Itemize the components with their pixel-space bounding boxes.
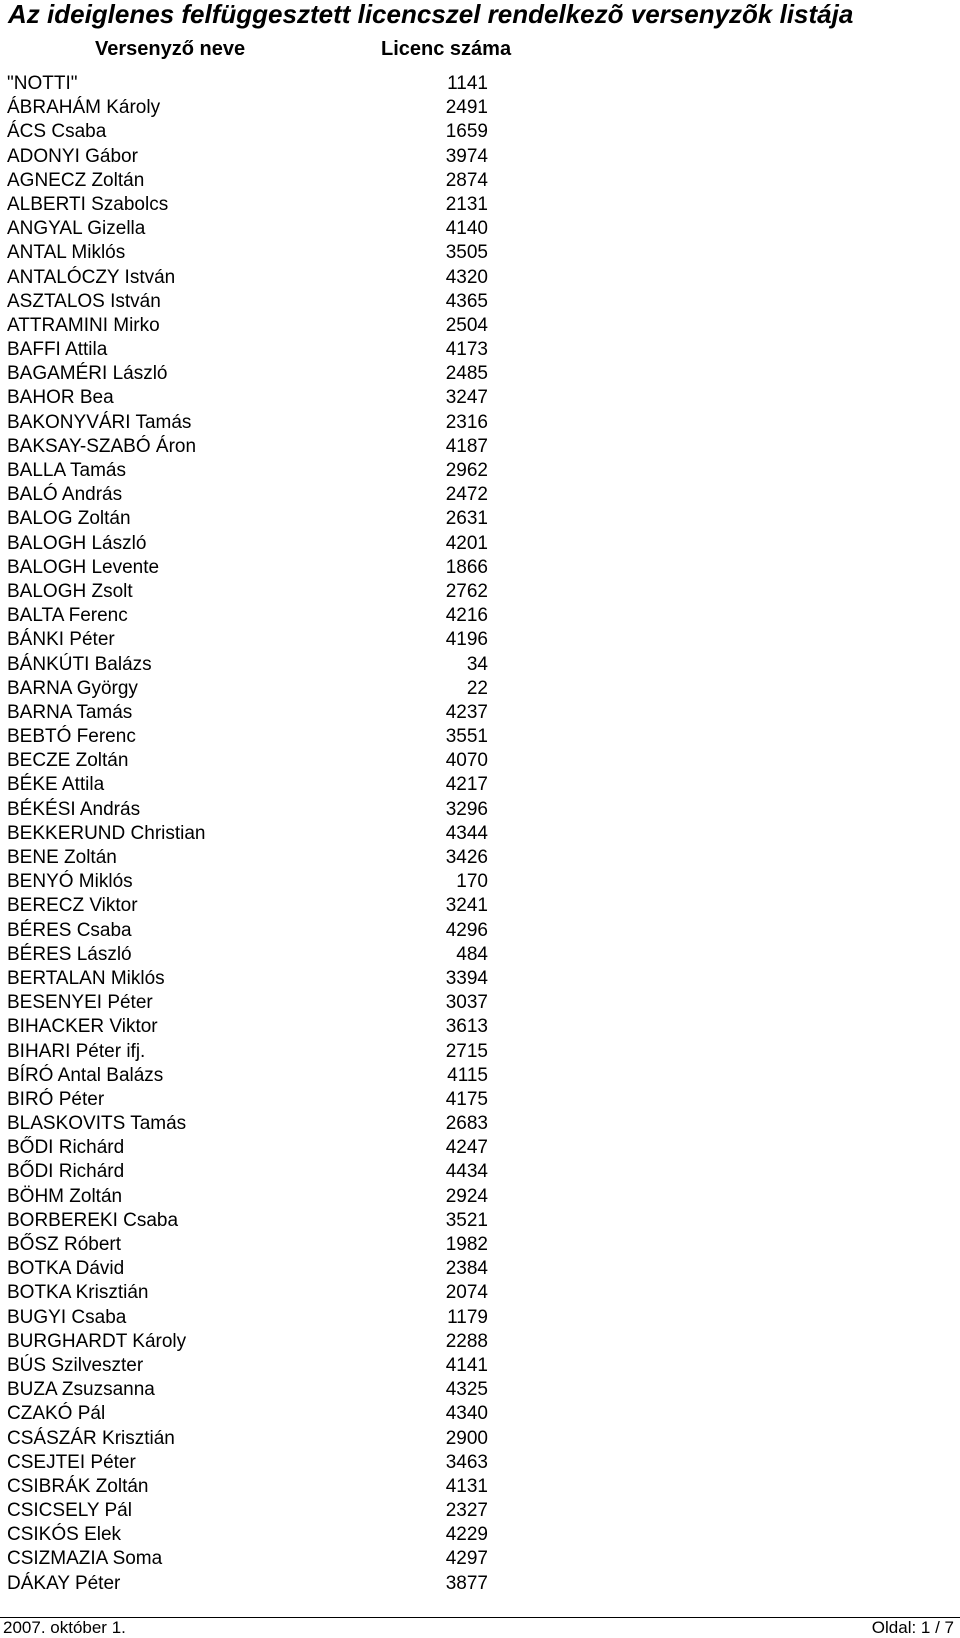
list-row xyxy=(0,1547,960,1571)
list-row xyxy=(0,1040,960,1064)
competitor-name: BOTKA Dávid xyxy=(7,1258,125,1280)
competitor-name: AGNECZ Zoltán xyxy=(7,169,145,191)
competitor-name: CSICSELY Pál xyxy=(7,1500,132,1522)
list-row xyxy=(0,483,960,507)
competitor-name: BŐDI Richárd xyxy=(7,1137,125,1159)
competitor-name: BURGHARDT Károly xyxy=(7,1330,187,1352)
competitor-name: ANTAL Miklós xyxy=(7,242,126,264)
competitor-name: BUZA Zsuzsanna xyxy=(7,1379,155,1401)
competitor-name: CSÁSZÁR Krisztián xyxy=(7,1427,175,1449)
competitor-name: ANGYAL Gizella xyxy=(7,218,146,240)
competitor-name: BLASKOVITS Tamás xyxy=(7,1113,187,1135)
list-row xyxy=(0,435,960,459)
list-row xyxy=(0,386,960,410)
competitor-list xyxy=(0,72,960,1596)
competitor-name: BÁNKÚTI Balázs xyxy=(7,653,152,675)
license-number: 1866 xyxy=(445,556,488,578)
list-row xyxy=(0,556,960,580)
competitor-name: BERTALAN Miklós xyxy=(7,967,165,989)
license-number: 4229 xyxy=(445,1524,488,1546)
competitor-name: BÉRES László xyxy=(7,943,132,965)
license-number: 1179 xyxy=(447,1306,488,1328)
license-number: 2131 xyxy=(445,193,488,215)
competitor-name: BALOGH László xyxy=(7,532,147,554)
competitor-name: CSIKÓS Elek xyxy=(7,1524,122,1546)
competitor-name: BALOGH Levente xyxy=(7,556,160,578)
list-row xyxy=(0,846,960,870)
competitor-name: ÁCS Csaba xyxy=(7,121,107,143)
competitor-name: BERECZ Viktor xyxy=(7,895,138,917)
competitor-name: BIHACKER Viktor xyxy=(7,1016,158,1038)
list-row xyxy=(0,725,960,749)
list-row xyxy=(0,314,960,338)
list-row xyxy=(0,1209,960,1233)
list-row xyxy=(0,1475,960,1499)
license-number: 4070 xyxy=(445,750,488,772)
competitor-name: CSEJTEI Péter xyxy=(7,1451,136,1473)
list-row xyxy=(0,96,960,120)
license-number: 3613 xyxy=(445,1016,488,1038)
license-number: 3521 xyxy=(445,1209,488,1231)
competitor-name: BENE Zoltán xyxy=(7,847,117,868)
license-number: 2504 xyxy=(445,314,488,336)
list-row xyxy=(0,773,960,797)
license-number: 3974 xyxy=(445,145,488,167)
list-row xyxy=(0,701,960,725)
license-number: 2485 xyxy=(445,363,488,385)
list-row xyxy=(0,1281,960,1305)
competitor-name: ANTALÓCZY István xyxy=(7,266,176,288)
license-number: 4320 xyxy=(445,266,488,288)
license-number: 4131 xyxy=(445,1475,488,1497)
competitor-name: BAHOR Bea xyxy=(7,387,114,409)
license-number: 3877 xyxy=(445,1572,488,1594)
list-row xyxy=(0,1088,960,1112)
competitor-name: BARNA Tamás xyxy=(7,701,133,723)
list-row xyxy=(0,169,960,193)
license-number: 3505 xyxy=(445,242,488,264)
list-row xyxy=(0,1451,960,1475)
competitor-name: BŐDI Richárd xyxy=(7,1161,125,1183)
competitor-name: BÁNKI Péter xyxy=(7,629,115,651)
competitor-name: ADONYI Gábor xyxy=(7,145,138,167)
license-number: 3394 xyxy=(445,967,488,989)
license-number: 4344 xyxy=(445,822,488,844)
list-row xyxy=(0,1378,960,1402)
license-number: 2762 xyxy=(445,580,488,602)
license-number: 2874 xyxy=(445,169,488,191)
competitor-name: CSIBRÁK Zoltán xyxy=(7,1475,149,1497)
list-row xyxy=(0,1523,960,1547)
list-row xyxy=(0,991,960,1015)
competitor-name: BAKONYVÁRI Tamás xyxy=(7,411,192,433)
list-row xyxy=(0,653,960,677)
competitor-name: ATTRAMINI Mirko xyxy=(7,314,160,336)
list-row xyxy=(0,241,960,265)
license-number: 2384 xyxy=(445,1258,488,1280)
competitor-name: BAFFI Attila xyxy=(7,339,108,361)
license-number: 34 xyxy=(466,653,488,675)
competitor-name: BALOGH Zsolt xyxy=(7,580,133,602)
competitor-name: BUGYI Csaba xyxy=(7,1306,127,1328)
list-row xyxy=(0,1306,960,1330)
competitor-name: BÉKÉSI András xyxy=(7,798,141,820)
column-header-license: Licenc száma xyxy=(381,38,512,60)
list-row xyxy=(0,1402,960,1426)
competitor-name: CZAKÓ Pál xyxy=(7,1403,106,1425)
license-number: 1982 xyxy=(445,1234,488,1255)
license-number: 22 xyxy=(466,677,488,699)
license-number: 4216 xyxy=(445,605,488,627)
competitor-name: BORBEREKI Csaba xyxy=(7,1209,179,1231)
license-number: 3463 xyxy=(445,1451,488,1473)
list-row xyxy=(0,1185,960,1209)
competitor-name: ASZTALOS István xyxy=(7,290,161,312)
list-row xyxy=(0,1064,960,1088)
list-row xyxy=(0,798,960,822)
license-number: 2900 xyxy=(445,1427,488,1449)
list-row xyxy=(0,1136,960,1160)
list-row xyxy=(0,604,960,628)
competitor-name: BOTKA Krisztián xyxy=(7,1282,149,1304)
list-row xyxy=(0,411,960,435)
list-row xyxy=(0,894,960,918)
list-row xyxy=(0,266,960,290)
license-number: 170 xyxy=(456,871,488,893)
list-row xyxy=(0,362,960,386)
license-number: 3551 xyxy=(445,726,488,748)
document-title: Az ideiglenes felfüggesztett licencszel rendelkezõ versenyzõk listája xyxy=(8,0,854,29)
competitor-name: BIHARI Péter ifj. xyxy=(7,1040,146,1062)
license-number: 484 xyxy=(456,943,488,965)
list-row xyxy=(0,870,960,894)
license-number: 4297 xyxy=(445,1548,488,1570)
license-number: 4296 xyxy=(445,919,488,941)
list-row xyxy=(0,1499,960,1523)
competitor-name: "NOTTI" xyxy=(7,73,78,94)
license-number: 2924 xyxy=(445,1185,488,1207)
footer-date: 2007. október 1. xyxy=(3,1618,126,1637)
license-number: 4173 xyxy=(445,339,488,361)
license-number: 4115 xyxy=(447,1064,488,1086)
license-number: 4196 xyxy=(445,629,488,651)
column-header-name: Versenyző neve xyxy=(95,38,246,60)
list-row xyxy=(0,919,960,943)
license-number: 2715 xyxy=(445,1040,488,1062)
competitor-name: BALÓ András xyxy=(7,484,123,506)
list-row xyxy=(0,1160,960,1184)
competitor-name: BALLA Tamás xyxy=(7,460,127,481)
competitor-name: BEKKERUND Christian xyxy=(7,822,206,844)
license-number: 4217 xyxy=(445,774,488,796)
list-row xyxy=(0,943,960,967)
competitor-name: BÍRÓ Antal Balázs xyxy=(7,1064,164,1086)
list-row xyxy=(0,507,960,531)
competitor-name: BÖHM Zoltán xyxy=(7,1185,123,1207)
list-row xyxy=(0,145,960,169)
license-number: 4247 xyxy=(445,1137,488,1159)
license-number: 2491 xyxy=(445,97,488,119)
competitor-name: BESENYEI Péter xyxy=(7,992,153,1014)
license-number: 2472 xyxy=(445,484,488,506)
list-row xyxy=(0,193,960,217)
list-row xyxy=(0,1112,960,1136)
competitor-name: BAKSAY-SZABÓ Áron xyxy=(7,435,197,457)
competitor-name: BENYÓ Miklós xyxy=(7,871,133,893)
list-row xyxy=(0,72,960,96)
list-row xyxy=(0,1233,960,1257)
competitor-name: BÉKE Attila xyxy=(7,774,105,796)
competitor-name: BALOG Zoltán xyxy=(7,508,131,530)
competitor-name: BECZE Zoltán xyxy=(7,750,129,772)
license-number: 3037 xyxy=(445,992,488,1014)
list-row xyxy=(0,1257,960,1281)
license-number: 3296 xyxy=(445,798,488,820)
list-row xyxy=(0,1427,960,1451)
license-number: 4201 xyxy=(445,532,488,554)
competitor-name: BÚS Szilveszter xyxy=(7,1354,144,1376)
license-number: 1659 xyxy=(445,121,488,143)
license-number: 4434 xyxy=(445,1161,488,1183)
competitor-name: BŐSZ Róbert xyxy=(7,1234,122,1255)
competitor-name: ALBERTI Szabolcs xyxy=(7,193,169,215)
competitor-name: DÁKAY Péter xyxy=(7,1572,121,1594)
license-number: 3247 xyxy=(445,387,488,409)
footer-divider xyxy=(0,1617,960,1618)
list-row xyxy=(0,338,960,362)
competitor-name: BIRÓ Péter xyxy=(7,1088,105,1110)
competitor-name: BAGAMÉRI László xyxy=(7,363,168,385)
list-row xyxy=(0,217,960,241)
license-number: 2316 xyxy=(445,411,488,433)
license-number: 2962 xyxy=(445,460,488,481)
license-number: 2327 xyxy=(445,1500,488,1522)
license-number: 4365 xyxy=(445,290,488,312)
list-row xyxy=(0,1015,960,1039)
license-number: 4140 xyxy=(445,218,488,240)
list-row xyxy=(0,459,960,483)
list-row xyxy=(0,1330,960,1354)
list-row xyxy=(0,822,960,846)
competitor-name: BALTA Ferenc xyxy=(7,605,128,627)
competitor-name: BARNA György xyxy=(7,677,138,699)
license-number: 3426 xyxy=(445,847,488,868)
footer-page-number: Oldal: 1 / 7 xyxy=(871,1618,954,1637)
license-number: 2683 xyxy=(445,1113,488,1135)
competitor-name: CSIZMAZIA Soma xyxy=(7,1548,163,1570)
list-row xyxy=(0,628,960,652)
license-number: 4141 xyxy=(445,1354,488,1376)
competitor-name: BEBTÓ Ferenc xyxy=(7,726,136,748)
license-number: 4237 xyxy=(445,701,488,723)
list-row xyxy=(0,967,960,991)
list-row xyxy=(0,677,960,701)
list-row xyxy=(0,290,960,314)
license-number: 2074 xyxy=(445,1282,488,1304)
license-number: 4175 xyxy=(445,1088,488,1110)
license-number: 2288 xyxy=(445,1330,488,1352)
license-number: 4187 xyxy=(445,435,488,457)
list-row xyxy=(0,532,960,556)
list-row xyxy=(0,1354,960,1378)
license-number: 2631 xyxy=(445,508,488,530)
list-row xyxy=(0,1572,960,1596)
list-row xyxy=(0,580,960,604)
list-row xyxy=(0,120,960,144)
list-row xyxy=(0,749,960,773)
license-number: 4325 xyxy=(445,1379,488,1401)
license-number: 4340 xyxy=(445,1403,488,1425)
competitor-name: ÁBRAHÁM Károly xyxy=(7,97,161,119)
competitor-name: BÉRES Csaba xyxy=(7,919,132,941)
license-number: 1141 xyxy=(447,73,488,94)
license-number: 3241 xyxy=(445,895,488,917)
